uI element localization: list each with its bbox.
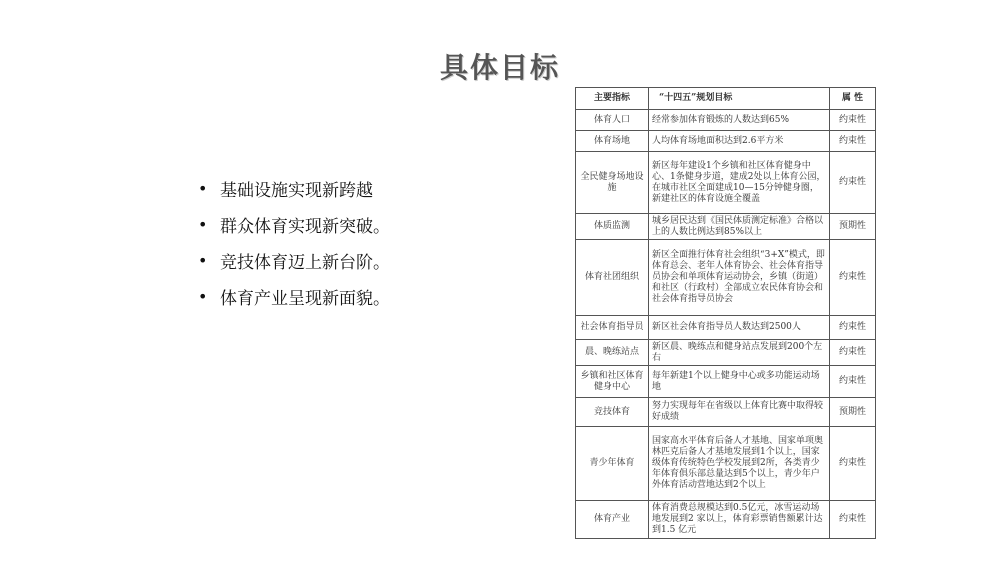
cell-target: 体育消费总规模达到0.5亿元，冰雪运动场地发展到2 家以上，体育彩票销售额累计达到1.5 亿元 bbox=[649, 501, 830, 539]
cell-attribute: 约束性 bbox=[830, 366, 876, 398]
cell-indicator: 体质监测 bbox=[576, 214, 649, 240]
cell-target: 新区晨、晚练点和健身站点发展到200个左右 bbox=[649, 340, 830, 366]
cell-attribute: 约束性 bbox=[830, 501, 876, 539]
bullet-text: 体育产业呈现新面貌。 bbox=[220, 288, 390, 309]
table-row bbox=[576, 152, 876, 214]
cell-target: 国家高水平体育后备人才基地、国家单项奥林匹克后备人才基地发展到1个以上，国家级体育传统特色学校发展到2所，各类青少年体育俱乐部总量达到5个以上，青少年户外体育活动营地达到2个以上 bbox=[649, 427, 830, 501]
cell-indicator: 体育社团组织 bbox=[576, 240, 649, 316]
cell-target: 人均体育场地面积达到2.6平方米 bbox=[649, 131, 830, 152]
targets-table-container bbox=[575, 87, 875, 539]
table-row bbox=[576, 427, 876, 501]
bullet-dot: • bbox=[198, 286, 208, 306]
cell-attribute: 预期性 bbox=[830, 398, 876, 427]
bullet-dot: • bbox=[198, 178, 208, 198]
cell-attribute: 约束性 bbox=[830, 340, 876, 366]
cell-indicator: 青少年体育 bbox=[576, 427, 649, 501]
bullet-item bbox=[198, 242, 390, 278]
cell-target: 新区每年建设1个乡镇和社区体育健身中心、1条健身步道，建成2处以上体育公园，在城市社区全面建成10—15分钟健身圈，新建社区的体育设施全覆盖 bbox=[649, 152, 830, 214]
header-attribute: 属 性 bbox=[830, 88, 876, 110]
bullet-text: 基础设施实现新跨越 bbox=[220, 180, 373, 201]
cell-target: 新区社会体育指导员人数达到2500人 bbox=[649, 316, 830, 340]
table-row bbox=[576, 214, 876, 240]
table-row bbox=[576, 501, 876, 539]
cell-indicator: 晨、晚练站点 bbox=[576, 340, 649, 366]
cell-indicator: 全民健身场地设施 bbox=[576, 152, 649, 214]
cell-indicator: 体育场地 bbox=[576, 131, 649, 152]
cell-indicator: 竞技体育 bbox=[576, 398, 649, 427]
cell-attribute: 约束性 bbox=[830, 110, 876, 131]
table-row bbox=[576, 398, 876, 427]
cell-target: 努力实现每年在省级以上体育比赛中取得较好成绩 bbox=[649, 398, 830, 427]
bullet-text: 群众体育实现新突破。 bbox=[220, 216, 390, 237]
cell-target: 城乡居民达到《国民体质测定标准》合格以上的人数比例达到85%以上 bbox=[649, 214, 830, 240]
cell-indicator: 体育产业 bbox=[576, 501, 649, 539]
header-indicator: 主要指标 bbox=[576, 88, 649, 110]
cell-attribute: 约束性 bbox=[830, 131, 876, 152]
bullet-dot: • bbox=[198, 250, 208, 270]
cell-attribute: 约束性 bbox=[830, 427, 876, 501]
table-row bbox=[576, 240, 876, 316]
table-row bbox=[576, 110, 876, 131]
table-row bbox=[576, 340, 876, 366]
targets-table bbox=[575, 87, 876, 539]
bullet-item bbox=[198, 278, 390, 314]
cell-indicator: 乡镇和社区体育健身中心 bbox=[576, 366, 649, 398]
cell-attribute: 预期性 bbox=[830, 214, 876, 240]
bullet-text: 竞技体育迈上新台阶。 bbox=[220, 252, 390, 273]
cell-target: 新区全面推行体育社会组织“3+X”模式，即体育总会、老年人体育协会、社会体育指导员协会和单项体育运动协会，乡镇（街道）和社区（行政村）全部成立农民体育协会和社会体育指导员协会 bbox=[649, 240, 830, 316]
cell-attribute: 约束性 bbox=[830, 152, 876, 214]
bullet-item bbox=[198, 206, 390, 242]
bullet-list bbox=[198, 170, 390, 314]
cell-target: 每年新建1个以上健身中心或多功能运动场地 bbox=[649, 366, 830, 398]
bullet-dot: • bbox=[198, 214, 208, 234]
header-target: “十四五”规划目标 bbox=[649, 88, 830, 110]
table-row bbox=[576, 131, 876, 152]
cell-indicator: 体育人口 bbox=[576, 110, 649, 131]
bullet-item bbox=[198, 170, 390, 206]
page-title: 具体目标 bbox=[439, 51, 560, 84]
table-row bbox=[576, 366, 876, 398]
table-row bbox=[576, 316, 876, 340]
cell-indicator: 社会体育指导员 bbox=[576, 316, 649, 340]
table-header-row bbox=[576, 88, 876, 110]
cell-attribute: 约束性 bbox=[830, 316, 876, 340]
cell-attribute: 约束性 bbox=[830, 240, 876, 316]
cell-target: 经常参加体育锻炼的人数达到65% bbox=[649, 110, 830, 131]
